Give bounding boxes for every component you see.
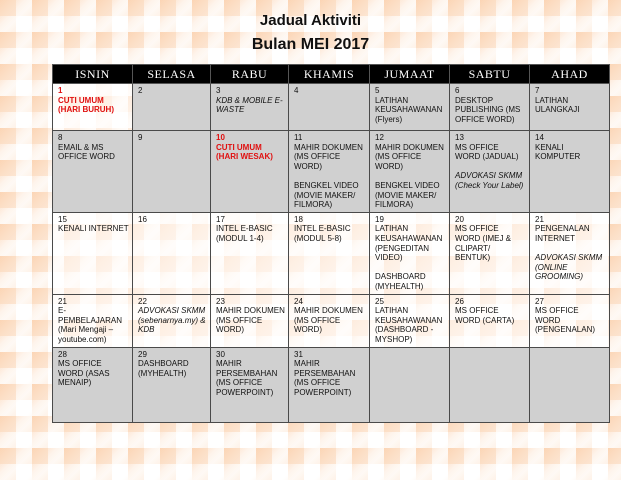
calendar-day-cell [133, 212, 211, 294]
day-number: 25 [375, 296, 384, 306]
day-number: 7 [535, 86, 540, 95]
day-number: 17 [216, 214, 225, 224]
activity-text: DASHBOARD (MYHEALTH) [138, 359, 189, 378]
day-number: 20 [455, 214, 464, 224]
activity-text: MAHIR PERSEMBAHAN (MS OFFICE POWERPOINT) [216, 359, 278, 397]
activity-text: MAHIR DOKUMEN (MS OFFICE WORD) [294, 142, 363, 171]
activity-text: LATIHAN ULANGKAJI [535, 95, 580, 115]
weekday-header: KHAMIS [289, 65, 370, 84]
activity-text: DASHBOARD (MYHEALTH) [375, 272, 426, 291]
calendar-day-cell [450, 347, 530, 422]
weekday-header: ISNIN [53, 65, 133, 84]
activity-text: (HARI WESAK) [216, 152, 273, 162]
calendar-day-cell [530, 347, 610, 422]
calendar-day-cell [530, 84, 610, 131]
activity-text: CUTI UMUM [58, 95, 104, 105]
calendar-week-row [53, 84, 610, 131]
activity-text: MAHIR DOKUMEN (MS OFFICE WORD) [216, 306, 285, 335]
calendar-day-cell [133, 347, 211, 422]
activity-text: MS OFFICE WORD (IMEJ & CLIPART/ BENTUK) [455, 224, 511, 263]
page-title: Jadual Aktiviti [259, 12, 362, 29]
day-number: 1 [58, 86, 63, 95]
activity-text: KDB & MOBILE E-WASTE [216, 95, 283, 115]
day-number: 29 [138, 349, 147, 359]
day-number: 18 [294, 214, 303, 224]
activity-text: EMAIL & MS OFFICE WORD [58, 142, 115, 162]
activity-text: MS OFFICE WORD (CARTA) [455, 306, 515, 325]
calendar-day-cell [211, 347, 289, 422]
activity-text: INTEL E-BASIC (MODUL 5-8) [294, 224, 351, 243]
day-number: 12 [375, 133, 384, 142]
activity-text: MAHIR DOKUMEN (MS OFFICE WORD) [294, 306, 363, 335]
calendar-day-cell [450, 212, 530, 294]
calendar-day-cell [370, 212, 450, 294]
calendar-week-row [53, 212, 610, 294]
activity-text: LATIHAN KEUSAHAWANAN (Flyers) [375, 95, 443, 124]
activity-text: BENGKEL VIDEO (MOVIE MAKER/ FILMORA) [375, 180, 440, 210]
day-number: 14 [535, 133, 544, 142]
day-number: 11 [294, 133, 303, 142]
activity-text: MAHIR DOKUMEN (MS OFFICE WORD) [375, 142, 444, 171]
activity-text-italic: ADVOKASI SKMM (Check Your Label) [455, 171, 524, 190]
calendar-day-cell [53, 131, 133, 213]
day-number: 3 [216, 86, 221, 95]
calendar-day-cell [530, 212, 610, 294]
day-number: 26 [455, 296, 464, 306]
day-number: 24 [294, 296, 303, 306]
day-number: 22 [138, 296, 147, 306]
activity-text: MS OFFICE WORD (ASAS MENAIP) [58, 359, 110, 388]
activity-text [375, 171, 446, 181]
calendar-day-cell [211, 131, 289, 213]
calendar-day-cell [450, 131, 530, 213]
calendar-day-cell [370, 347, 450, 422]
calendar-day-cell [133, 84, 211, 131]
day-number: 19 [375, 214, 384, 224]
day-number: 5 [375, 86, 380, 95]
day-number: 31 [294, 349, 303, 359]
activity-text: BENGKEL VIDEO (MOVIE MAKER/ FILMORA) [294, 180, 359, 210]
calendar-day-cell [530, 294, 610, 347]
day-number: 30 [216, 349, 225, 359]
weekday-header: SABTU [450, 65, 530, 84]
calendar-day-cell [370, 84, 450, 131]
calendar-week-row [53, 131, 610, 213]
calendar-day-cell [450, 294, 530, 347]
day-number: 15 [58, 214, 67, 224]
day-number: 21 [58, 296, 67, 306]
calendar-day-cell [53, 347, 133, 422]
weekday-header: SELASA [133, 65, 211, 84]
calendar-day-cell [289, 131, 370, 213]
day-number: 21 [535, 214, 544, 224]
day-number: 10 [216, 133, 225, 142]
day-number: 16 [138, 214, 147, 224]
calendar-day-cell [370, 294, 450, 347]
activity-text: PENGENALAN INTERNET [535, 224, 590, 243]
activity-text: LATIHAN KEUSAHAWANAN (PENGEDITAN VIDEO) [375, 224, 443, 263]
calendar-day-cell [53, 294, 133, 347]
activity-text [294, 171, 366, 181]
calendar-week-row [53, 347, 610, 422]
calendar-day-cell [53, 212, 133, 294]
day-number: 6 [455, 86, 460, 95]
day-number: 9 [138, 133, 143, 142]
calendar-table [52, 64, 610, 423]
calendar-day-cell [133, 294, 211, 347]
activity-text: INTEL E-BASIC (MODUL 1-4) [216, 224, 273, 243]
activity-text [455, 162, 526, 172]
activity-text: MAHIR PERSEMBAHAN (MS OFFICE POWERPOINT) [294, 359, 356, 397]
calendar-day-cell [53, 84, 133, 131]
activity-text: MS OFFICE WORD (PENGENALAN) [535, 306, 596, 335]
weekday-header: JUMAAT [370, 65, 450, 84]
calendar-day-cell [289, 212, 370, 294]
weekday-header-row [53, 65, 610, 84]
calendar-day-cell [450, 84, 530, 131]
activity-text [535, 244, 606, 254]
weekday-header: RABU [211, 65, 289, 84]
page-subtitle: Bulan MEI 2017 [251, 36, 370, 53]
day-number: 2 [138, 86, 143, 95]
day-number: 28 [58, 349, 67, 359]
activity-text-italic: ADVOKASI SKMM (ONLINE GROOMING) [535, 253, 603, 282]
day-number: 4 [294, 86, 299, 95]
activity-text: KENALI INTERNET [58, 224, 129, 234]
calendar-day-cell [133, 131, 211, 213]
calendar-day-cell [211, 294, 289, 347]
activity-text: ADVOKASI SKMM (sebenarnya.my) & KDB [138, 306, 206, 335]
activity-text [375, 263, 446, 273]
activity-text: LATIHAN KEUSAHAWANAN (DASHBOARD - MYSHOP) [375, 306, 443, 344]
calendar-day-cell [211, 212, 289, 294]
day-number: 8 [58, 133, 63, 142]
calendar-day-cell [370, 131, 450, 213]
day-number: 27 [535, 296, 544, 306]
calendar-day-cell [530, 131, 610, 213]
day-number: 13 [455, 133, 464, 142]
calendar-day-cell [211, 84, 289, 131]
activity-text: CUTI UMUM [216, 142, 262, 152]
activity-text: MS OFFICE WORD (JADUAL) [455, 142, 519, 162]
calendar-day-cell [289, 84, 370, 131]
activity-text: E-PEMBELAJARAN (Mari Mengaji – youtube.com) [58, 306, 123, 344]
activity-text: DESKTOP PUBLISHING (MS OFFICE WORD) [455, 95, 521, 124]
calendar-week-row [53, 294, 610, 347]
weekday-header: AHAD [530, 65, 610, 84]
activity-text: (HARI BURUH) [58, 105, 114, 115]
calendar-day-cell [289, 347, 370, 422]
day-number: 23 [216, 296, 225, 306]
activity-text: KENALI KOMPUTER [535, 142, 581, 162]
calendar-day-cell [289, 294, 370, 347]
